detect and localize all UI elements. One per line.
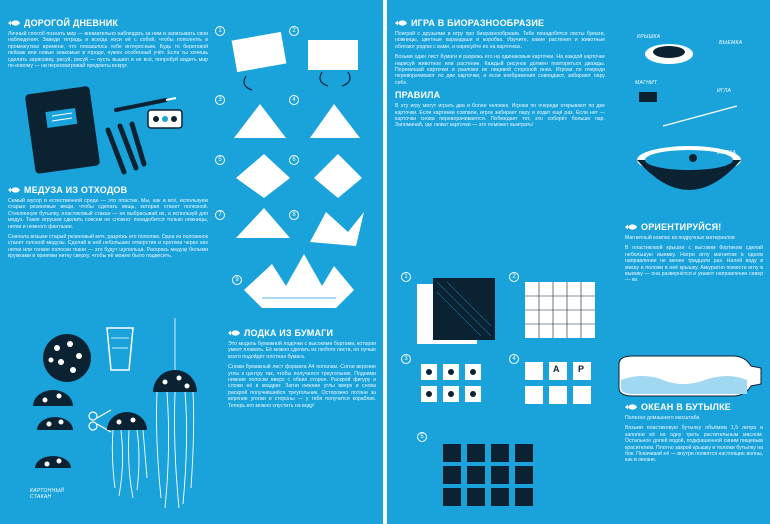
step-3: 3 <box>215 95 225 105</box>
game-step-1: 1 <box>401 272 411 282</box>
compass-text: В пластиковой крышке с высоким бортиком сделай небольшую выемку. Натри иглу магнитом в одном направлении не менее тридцати раз. Налей воду в миску и положи в неё крышку. Аккуратно помести иглу в выемку — она развернётся и укажет направление север — юг. <box>625 245 763 284</box>
biodiversity-text-2: Возьми один лист бумаги и разрежь его на одинаковые карточки. На каждой карточке нарисуй животное или растение. Каждый рисунок должен повторяться дважды. Перемешай карточки и разложи их лицевой стороной вниз. Игроки по очереди переворачивают по две карточки, и если изображения совпадают, забирают пару себе. <box>395 54 605 86</box>
drawn-cards-icon <box>421 364 481 402</box>
card-letter-a: A <box>553 364 560 374</box>
paper-stack-icon <box>417 278 495 344</box>
game-step-3: 3 <box>401 354 411 364</box>
diary-heading: ДОРОГОЙ ДНЕВНИК <box>8 18 208 28</box>
biodiversity-heading: ИГРА В БИОРАЗНООБРАЗИЕ <box>395 18 605 28</box>
biodiversity-section <box>395 18 605 133</box>
card-letter-p: P <box>578 364 585 374</box>
diary-illustration <box>20 80 190 180</box>
jellyfish-heading: МЕДУЗА ИЗ ОТХОДОВ <box>8 185 208 195</box>
ocean-text: Возьми пластиковую бутылку объёмом 1,5 литра и заполни её на одну треть растительным маслом. Остальное долей водой, подкрашенной синим пищевым красителем. Плотно закрой крышку и положи бутылку на бок. Покачивай её — внутри появятся настоящие волны, как в океане. <box>625 425 763 464</box>
step-8: 8 <box>289 210 299 220</box>
step-7: 7 <box>215 210 225 220</box>
bottle-illustration <box>613 354 769 400</box>
cup-icon <box>107 328 133 370</box>
diary-text: Личный способ познать мир — внимательно наблюдать за ним и записывать свои наблюдения. Заведи тетрадь и всегда носи её с собой, чтобы пополнять в промежутках времени, что показалось тебе интересным. Будь то береговой пейзаж или новые знакомые в городе, нужен особенный учёт. Если ты хочешь сделать зарисовку, рисуй, рисуй — пусть вышел и не всё, попробуй видеть мир по-новому — ни пересматривай предметы вокруг. <box>8 31 208 70</box>
hat-icon <box>234 104 360 138</box>
paper-sheet-icon <box>232 32 287 90</box>
compass-illustration <box>619 30 765 200</box>
step-5: 5 <box>215 155 225 165</box>
step-4: 4 <box>289 95 299 105</box>
compass-subtitle: Магнитный компас из подручных материалов <box>625 235 735 241</box>
game-step-2: 2 <box>509 272 519 282</box>
game-step-5: 5 <box>417 432 427 442</box>
jellyfish-section <box>8 185 208 264</box>
rules-text: В эту игру могут играть два и более человек. Игроки по очереди открывают по две карточки. Если картинки совпали, игрок забирает пару и ходит ещё раз. Если нет — карточки снова переворачиваются. Побеждает тот, кто соберёт больше пар. Запоминай, где лежат карточки — это поможет выиграть! <box>395 103 605 129</box>
triangle-fold-icon <box>236 208 364 246</box>
paper-boat-heading: ЛОДКА ИЗ БУМАГИ <box>228 328 376 338</box>
ocean-subtitle: Полезно домашнего масштаба <box>625 415 700 421</box>
pencils-icon <box>108 98 176 172</box>
compass-section <box>625 222 763 288</box>
notebook-icon <box>25 86 101 174</box>
bottle-icon <box>619 356 761 396</box>
label-notch: ВЫЕМКА <box>719 40 743 46</box>
right-page <box>387 0 770 524</box>
palette-icon <box>148 110 182 128</box>
label-needle: ИГЛА <box>717 88 732 94</box>
ocean-heading: ОКЕАН В БУТЫЛКЕ <box>625 402 763 412</box>
ocean-section <box>625 402 763 468</box>
fish-icon <box>625 224 637 230</box>
lid-icon <box>645 44 693 64</box>
step-2: 2 <box>289 26 299 36</box>
grid-sheet-icon <box>525 282 595 338</box>
paper-boat-text: Сложи бумажный лист формата А4 пополам. Согни верхние углы к центру так, чтобы получился треугольник. Подними нижние полоски вверх с обеих сторон. Раскрой фигуру и сложи её в квадрат. Загни нижние углы вверх и снова раскрой получившийся треугольник. Осторожно потяни за верхние уголки в стороны — у тебя получится кораблик. Теперь его можно спустить на воду! <box>228 364 376 409</box>
label-bowl: МИСКА <box>717 150 737 156</box>
paper-boat-section <box>228 328 376 413</box>
fish-icon <box>625 404 637 410</box>
fold-icon <box>308 40 358 86</box>
mug-icon <box>35 456 71 468</box>
label-lid: КРЫШКА <box>637 34 661 40</box>
needle-icon <box>663 106 737 126</box>
ball-icon <box>43 334 91 382</box>
biodiversity-text-1: Поиграй с друзьями в игру про биоразнообразие. Тебе понадобятся листы бумаги, ножницы, цветные карандаши и коробка. Изучите, какие растения и животные обитают рядом с вами, и нарисуйте их на карточках. <box>395 31 605 50</box>
square-icon <box>236 154 362 198</box>
diary-section <box>8 18 208 73</box>
fish-icon <box>228 330 240 336</box>
fish-icon <box>8 20 20 26</box>
magnet-icon <box>639 92 657 102</box>
fish-icon <box>395 20 407 26</box>
step-6: 6 <box>289 155 299 165</box>
step-1: 1 <box>215 26 225 36</box>
jellyfish-icon <box>107 412 147 498</box>
boat-folding-illustration <box>226 28 376 328</box>
half-ball-icon <box>33 390 73 430</box>
hanging-jellyfish-icon <box>153 318 197 508</box>
compass-heading: ОРИЕНТИРУЙСЯ! <box>625 222 763 232</box>
mug-label: КАРТОННЫЙ СТАКАН <box>30 488 65 500</box>
label-magnet: МАГНИТ <box>635 80 658 86</box>
paper-boat-intro: Это модель бумажной лодочки с высокими бортами, которая умеет плавать. Её можно сделать из любого листа, но лучше всего подойдёт плотная бумага. <box>228 341 376 360</box>
paper-boat-icon <box>244 254 354 308</box>
jellyfish-text-1: Самый мусор в естественной среде — это пластик. Мы, как и всё, используем старые резиновые вещи, чтобы сделать вещь, которая станет полезной. Стеклянную бутылку, пластиковый стакан — не выбрасывай их, а используй для медуз. Такие игрушки сделать совсем не сложно: понадобится только ножницы, нитки и немного фантазии. <box>8 198 208 230</box>
step-9: 9 <box>232 275 242 285</box>
game-step-4: 4 <box>509 354 519 364</box>
face-down-cards-icon <box>443 444 533 506</box>
jellyfish-text-2: Сначала возьми старый резиновый мяч, разрежь его пополам. Одна из половинок станет головой медузы. Сделай в ней небольшие отверстия и протяни через них нитки или тонкие полоски ткани — это будут щупальца. Раскрась медузу белыми кружками и привяжи нитку сверху, чтобы её можно было подвесить. <box>8 234 208 260</box>
rules-heading: ПРАВИЛА <box>395 90 441 101</box>
left-page <box>0 0 383 524</box>
card-game-illustration <box>413 278 609 518</box>
fish-icon <box>8 187 20 193</box>
